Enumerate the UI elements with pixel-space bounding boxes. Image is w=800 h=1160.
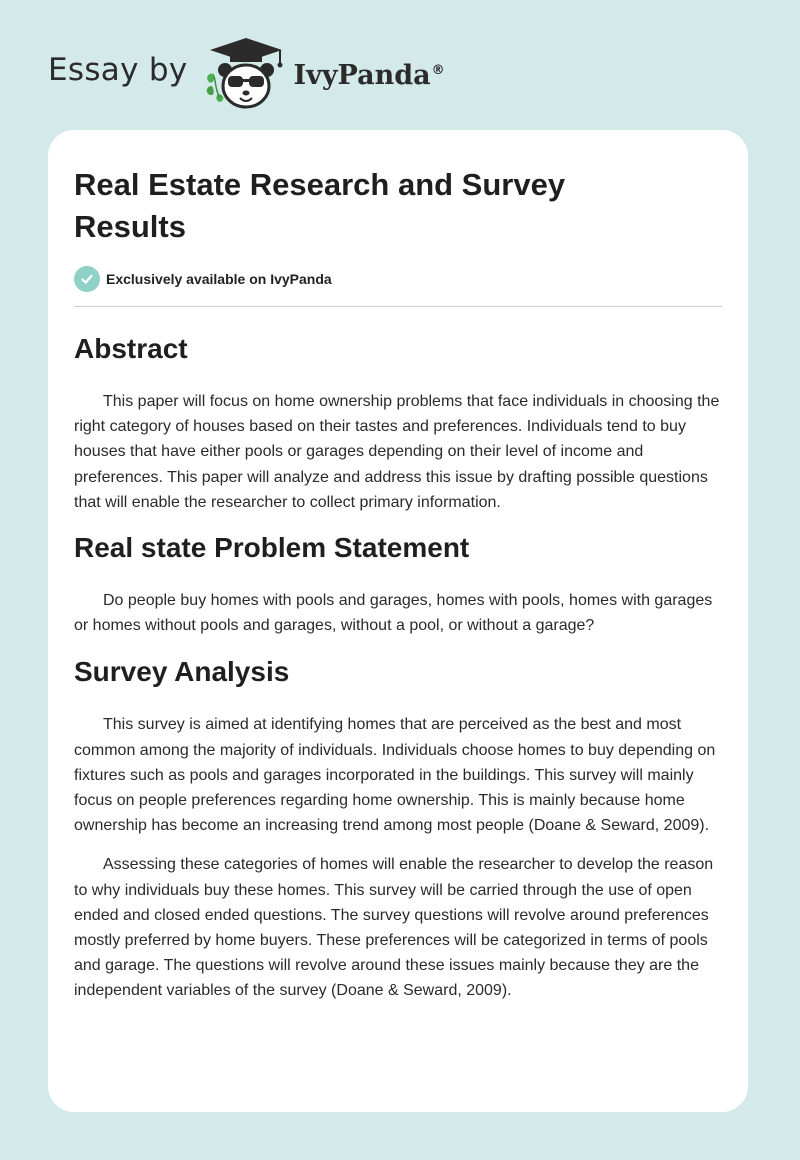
article-card	[48, 130, 748, 1112]
page-title: Real Estate Research and Survey Results	[74, 167, 566, 244]
problem-statement-paragraph: Do people buy homes with pools and garages, homes with pools, homes with garages or homes without pools and garages, without a pool, or without a garage?	[74, 592, 713, 635]
divider	[74, 306, 722, 307]
brand-name: IvyPanda®	[293, 59, 445, 91]
exclusive-badge	[74, 265, 722, 293]
brand-header[interactable]	[48, 36, 445, 112]
section-heading-abstract: Abstract	[74, 333, 188, 364]
abstract-paragraph: This paper will focus on home ownership problems that face individuals in choosing the right category of houses based on their tastes and preferences. Individuals tend to buy houses that have either pools or garages depending on their level of income and preferences. This paper will analyze and address this issue by drafting possible questions that will enable the researcher to collect primary information.	[74, 393, 720, 511]
survey-analysis-paragraph-1: This survey is aimed at identifying homes that are perceived as the best and most common among the majority of individuals. Individuals choose homes to buy depending on fixtures such as pools and garages incorporated in the buildings. This survey will mainly focus on people preferences regarding home ownership. This is mainly because home ownership has become an increasing trend among most people (Doane & Seward, 2009).	[74, 716, 716, 835]
badge-label: Exclusively available on IvyPanda	[106, 271, 332, 287]
panda-logo-icon	[200, 36, 292, 112]
check-icon	[74, 266, 100, 292]
survey-analysis-paragraph-2: Assessing these categories of homes will enable the researcher to develop the reason to why individuals buy these homes. This survey will be carried through the use of open ended and closed ended questions. The survey questions will revolve around preferences mostly preferred by home buyers. These preferences will be categorized in terms of pools and garage. The questions will revolve around these issues mainly because they are the independent variables of the survey (Doane & Seward, 2009).	[74, 856, 714, 1000]
section-heading-problem-statement: Real state Problem Statement	[74, 532, 470, 564]
brand-prefix: Essay by	[48, 52, 188, 88]
section-heading-survey-analysis: Survey Analysis	[74, 656, 290, 688]
